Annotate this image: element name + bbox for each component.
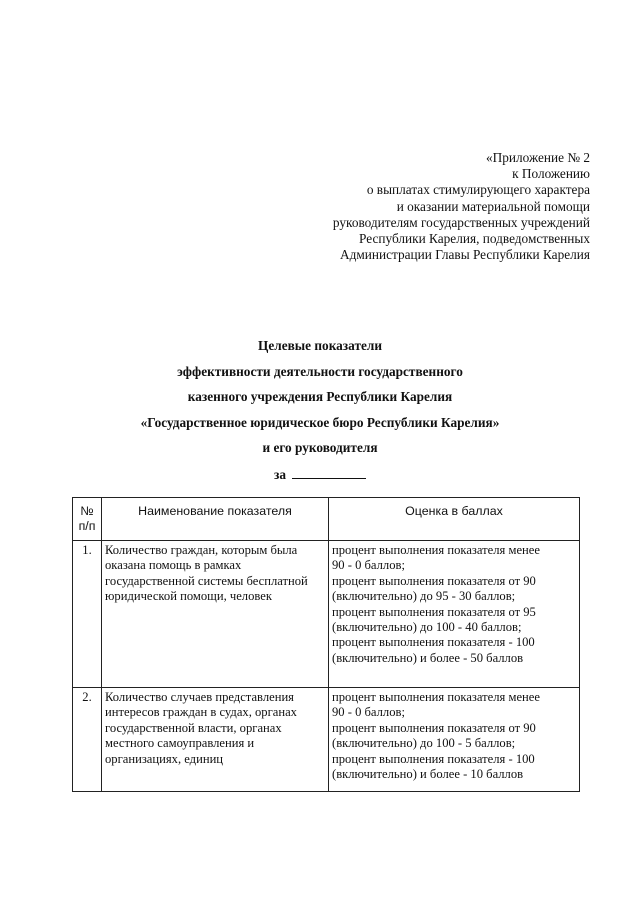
header-indicator-name: Наименование показателя bbox=[102, 498, 329, 541]
title-line: казенного учреждения Республики Карелия bbox=[187, 389, 453, 404]
score-line: процент выполнения показателя от 90 bbox=[332, 720, 536, 735]
score-line: 90 - 0 баллов; bbox=[332, 705, 405, 720]
score-line: процент выполнения показателя - 100 bbox=[332, 635, 535, 650]
period-blank-field bbox=[292, 466, 366, 479]
annex-header-line: и оказании материальной помощи bbox=[396, 198, 590, 214]
annex-header bbox=[333, 150, 590, 263]
document-title bbox=[0, 333, 640, 487]
annex-header-line: о выплатах стимулирующего характера bbox=[366, 182, 590, 198]
period-label: за bbox=[274, 466, 286, 482]
title-line: «Государственное юридическое бюро Республики Карелия» bbox=[140, 414, 500, 430]
annex-header-line: к Положению bbox=[512, 166, 590, 182]
indicators-table bbox=[72, 497, 580, 792]
title-line: Целевые показатели bbox=[257, 338, 382, 353]
score-line: (включительно) и более - 50 баллов bbox=[332, 650, 524, 665]
header-number: № п/п bbox=[73, 498, 102, 541]
row-number: 1. bbox=[73, 541, 102, 688]
score-cell bbox=[329, 688, 580, 792]
annex-header-line: Республики Карелия, подведомственных bbox=[359, 231, 590, 247]
table-row bbox=[73, 541, 580, 688]
score-line: процент выполнения показателя от 90 bbox=[332, 573, 536, 588]
score-line: процент выполнения показателя от 95 bbox=[332, 604, 536, 619]
title-line: эффективности деятельности государственного bbox=[177, 363, 463, 379]
table-row bbox=[73, 688, 580, 792]
indicator-name: Количество граждан, которым была оказана помощь в рамках государственной системы бесплатной юридической помощи, человек bbox=[102, 541, 329, 688]
score-line: (включительно) до 100 - 40 баллов; bbox=[332, 620, 522, 635]
score-line: процент выполнения показателя менее bbox=[332, 690, 540, 704]
score-line: процент выполнения показателя менее bbox=[332, 543, 540, 557]
score-line: (включительно) до 100 - 5 баллов; bbox=[332, 736, 516, 751]
table-header-row bbox=[73, 498, 580, 541]
score-line: процент выполнения показателя - 100 bbox=[332, 751, 535, 766]
score-line: 90 - 0 баллов; bbox=[332, 558, 405, 573]
annex-header-line: руководителям государственных учреждений bbox=[332, 214, 590, 230]
row-number: 2. bbox=[73, 688, 102, 792]
annex-header-line: «Приложение № 2 bbox=[486, 150, 590, 165]
header-score: Оценка в баллах bbox=[329, 498, 580, 541]
score-line: (включительно) до 95 - 30 баллов; bbox=[332, 589, 516, 604]
period-line bbox=[0, 462, 640, 488]
title-line: и его руководителя bbox=[262, 440, 378, 455]
indicator-name: Количество случаев представления интересов граждан в судах, органах государственной власти, органах местного самоуправления и организациях, единиц bbox=[102, 688, 329, 792]
annex-header-line: Администрации Главы Республики Карелия bbox=[339, 247, 590, 263]
score-cell bbox=[329, 541, 580, 688]
score-line: (включительно) и более - 10 баллов bbox=[332, 767, 524, 782]
